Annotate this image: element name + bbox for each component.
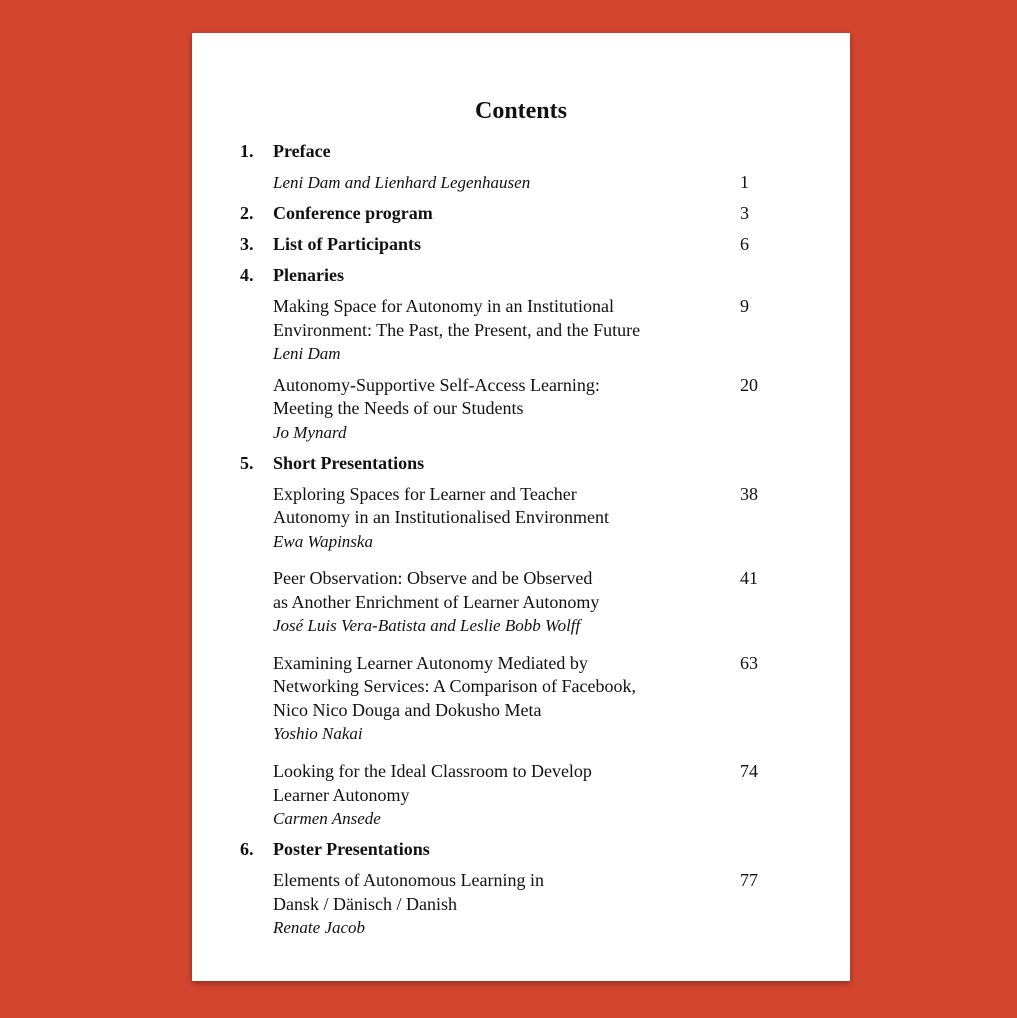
entry-title: Autonomy-Supportive Self-Access Learning: [273, 375, 600, 395]
entry-author: Ewa Wapinska [273, 532, 373, 551]
section-heading: Short Presentations [273, 453, 425, 473]
section-number: 4. [240, 265, 254, 285]
entry-title: Nico Nico Douga and Dokusho Meta [273, 700, 542, 720]
entry-author: Leni Dam [273, 344, 341, 363]
entry-title: Learner Autonomy [273, 785, 410, 805]
page-number: 74 [740, 761, 758, 781]
page-number: 77 [740, 870, 758, 890]
section-heading: Preface [273, 141, 331, 161]
entry-title: Peer Observation: Observe and be Observed [273, 568, 593, 588]
page-number: 41 [740, 568, 758, 588]
page-title: Contents [474, 98, 567, 124]
section-heading: Plenaries [273, 265, 344, 285]
entry-title: as Another Enrichment of Learner Autonomy [273, 592, 600, 612]
page-number: 20 [740, 375, 758, 395]
entry-author: José Luis Vera-Batista and Leslie Bobb Wolff [273, 616, 581, 635]
page-number: 6 [740, 234, 749, 254]
section-heading: Poster Presentations [273, 839, 430, 859]
entry-title: Meeting the Needs of our Students [273, 398, 524, 418]
section-number: 5. [240, 453, 254, 473]
page-number: 9 [740, 296, 749, 316]
entry-title: Exploring Spaces for Learner and Teacher [273, 484, 577, 504]
entry-title: Making Space for Autonomy in an Institutional [273, 296, 614, 316]
entry-author: Carmen Ansede [273, 809, 381, 828]
entry-title: Dansk / Dänisch / Danish [273, 894, 457, 914]
entry-title: Environment: The Past, the Present, and the Future [273, 320, 641, 340]
section-number: 6. [240, 839, 254, 859]
entry-title: Elements of Autonomous Learning in [273, 870, 544, 890]
entry-author: Renate Jacob [273, 918, 366, 937]
entry-author: Jo Mynard [273, 423, 347, 442]
section-number: 2. [240, 203, 254, 223]
entry-author: Yoshio Nakai [273, 724, 363, 743]
page-number: 1 [740, 172, 749, 192]
section-number: 1. [240, 141, 254, 161]
section-heading: List of Participants [273, 234, 421, 254]
section-heading: Conference program [273, 203, 433, 223]
entry-author: Leni Dam and Lienhard Legenhausen [273, 173, 531, 192]
page-number: 38 [740, 484, 758, 504]
entry-title: Looking for the Ideal Classroom to Develop [273, 761, 592, 781]
document-page [192, 33, 850, 981]
entry-title: Examining Learner Autonomy Mediated by [273, 653, 588, 673]
entry-title: Autonomy in an Institutionalised Environment [273, 507, 609, 527]
page-number: 3 [740, 203, 749, 223]
page-number: 63 [740, 653, 758, 673]
section-number: 3. [240, 234, 254, 254]
entry-title: Networking Services: A Comparison of Facebook, [273, 676, 636, 696]
